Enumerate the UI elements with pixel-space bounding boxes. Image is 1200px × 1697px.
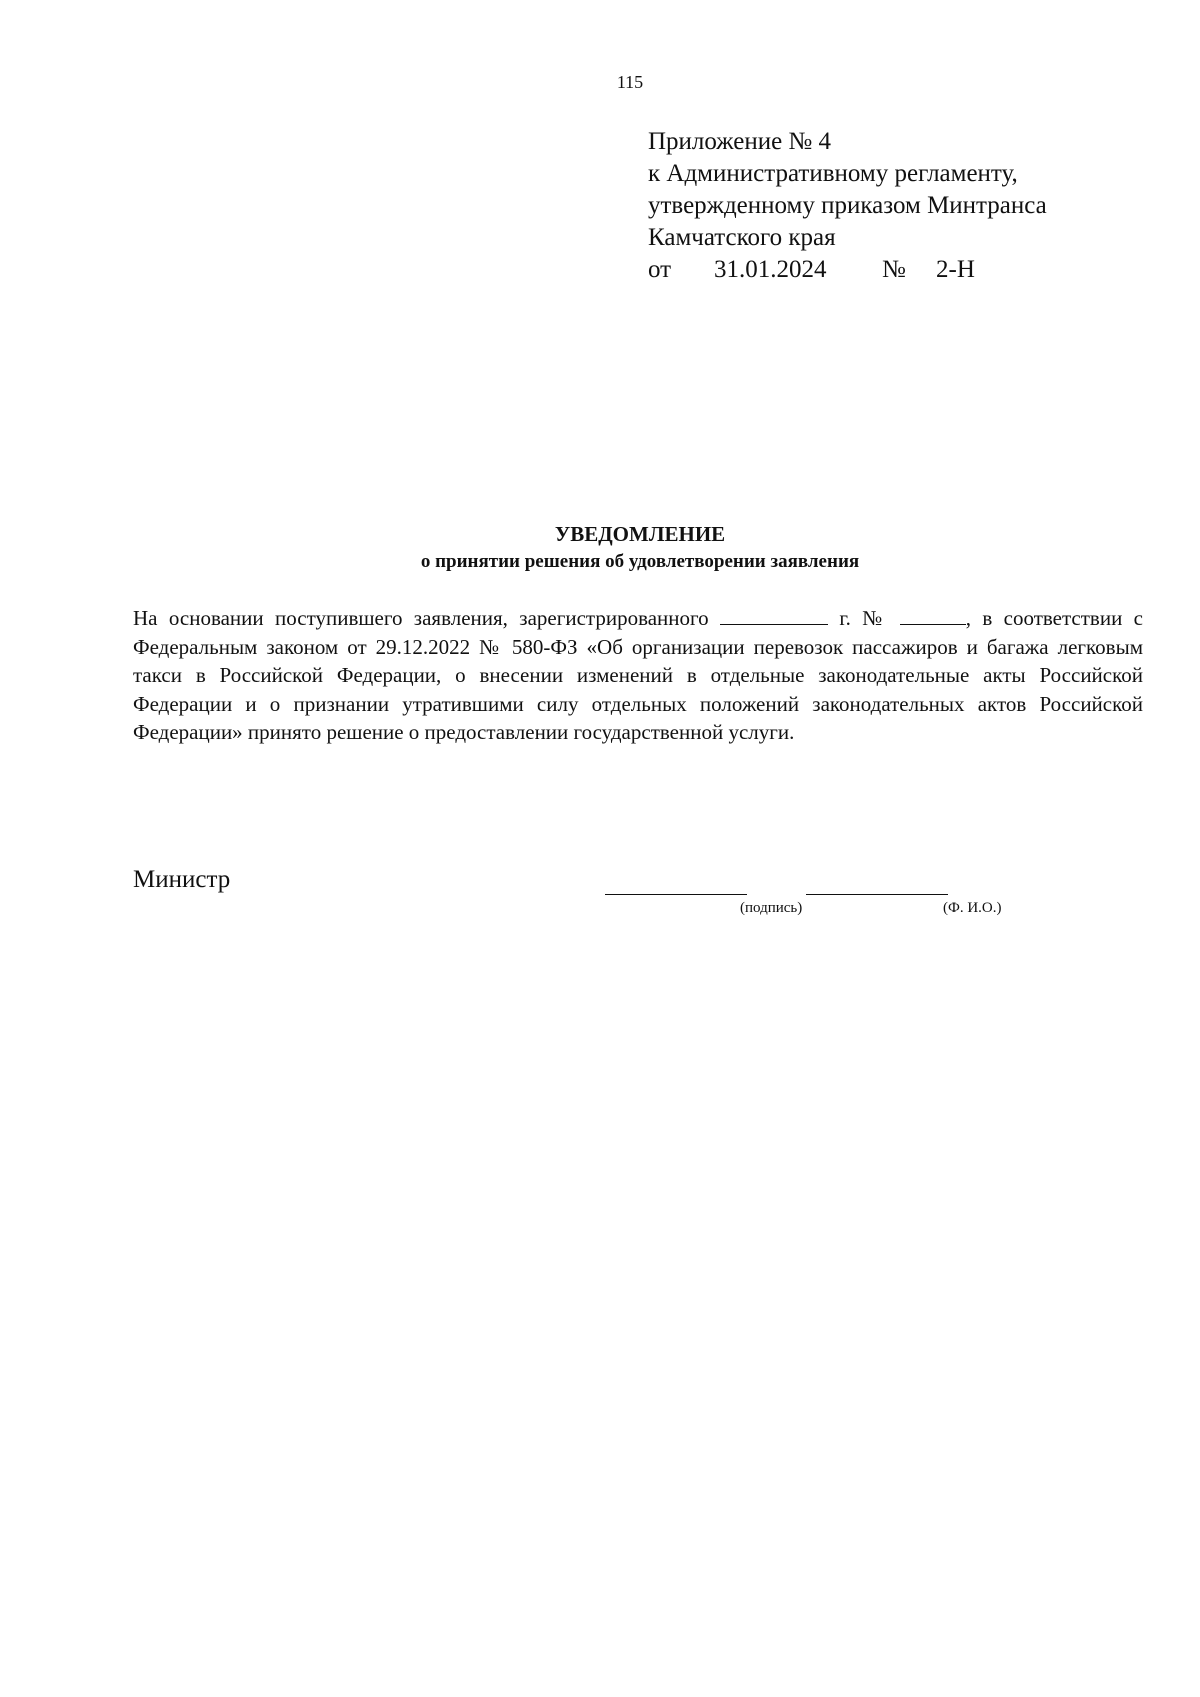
document-title: УВЕДОМЛЕНИЕ <box>554 522 726 546</box>
body-text-part-2: , в соответствии с Федеральным законом от 29.12.2022 № 580-ФЗ «Об организации перевозок пассажиров и багажа легковым такси в Российской Федерации, о внесении изменений в отдельные законодательные акты Российской Федерации и о признании утратившими силу отдельных положений законодательных актов Российской Федерации» принято решение о предоставлении государственной услуги. <box>133 606 1144 744</box>
document-heading <box>0 519 1200 575</box>
registration-date-blank <box>720 606 828 625</box>
from-label: от <box>648 256 672 283</box>
page-number: 115 <box>616 72 644 92</box>
order-number: 2-Н <box>936 256 975 283</box>
year-number-label: г. № <box>839 606 889 630</box>
appendix-line-1: Приложение № 4 <box>648 128 832 155</box>
body-text-part-1: На основании поступившего заявления, зарегистрированного <box>133 606 709 630</box>
appendix-line-4: Камчатского края <box>648 224 836 251</box>
appendix-date-line <box>648 254 1168 286</box>
appendix-block <box>648 126 1168 286</box>
appendix-line-2: к Административному регламенту, <box>648 160 1018 187</box>
order-date: 31.01.2024 <box>714 256 827 283</box>
signature-line <box>605 894 747 895</box>
document-subtitle: о принятии решения об удовлетворении заявления <box>420 551 860 572</box>
body-paragraph <box>133 604 1143 747</box>
signature-caption: (подпись) <box>740 900 803 916</box>
fio-line <box>806 894 948 895</box>
registration-number-blank <box>900 606 966 625</box>
fio-caption: (Ф. И.О.) <box>943 900 1002 916</box>
appendix-line-3: утвержденному приказом Минтранса <box>648 192 1047 219</box>
signer-title: Министр <box>133 866 231 893</box>
number-label: № <box>882 256 906 283</box>
